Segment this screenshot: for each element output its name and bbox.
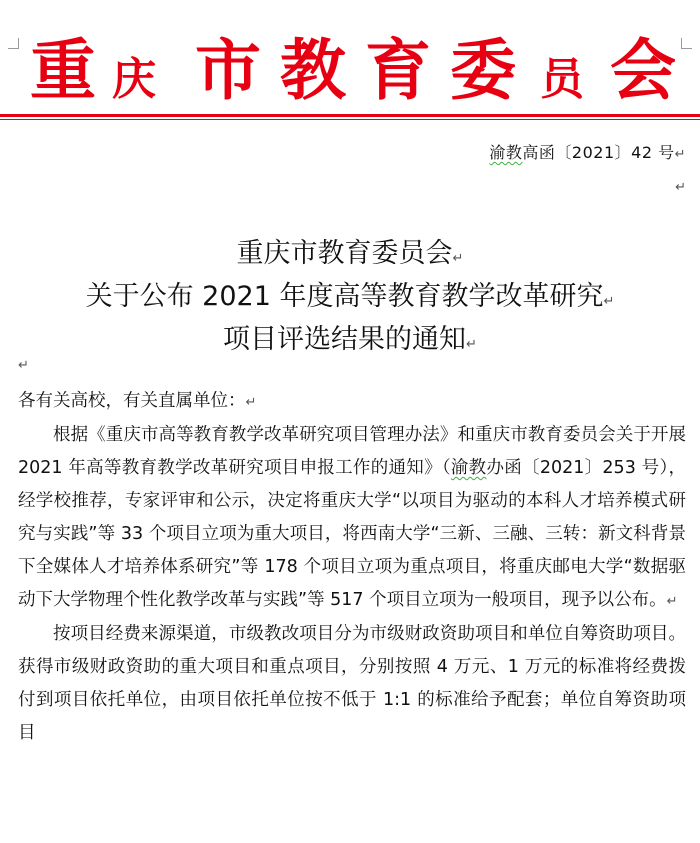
title-line-3 [0, 321, 700, 364]
salutation [18, 385, 686, 419]
letterhead-char: 市 [195, 31, 261, 109]
document-number-rest: 高函〔2021〕42 号 [522, 143, 675, 162]
paragraph-mark-icon: ↵ [18, 358, 29, 373]
letterhead-char: 教 [280, 31, 346, 109]
paragraph-mark-icon: ↵ [452, 251, 464, 266]
paragraph-mark-icon: ↵ [666, 594, 678, 609]
paragraph-mark-icon: ↵ [674, 147, 686, 162]
salutation-text: 各有关高校，有关直属单位： [18, 391, 246, 411]
letterhead-rule-thin [0, 119, 700, 120]
title-line-1-text: 重庆市教育委员会 [236, 238, 453, 269]
paragraph-2 [18, 618, 686, 750]
paragraph-mark-icon: ↵ [466, 337, 477, 352]
letterhead-char: 员 [540, 54, 584, 105]
document-title [0, 235, 700, 364]
paragraph-mark-icon: ↵ [603, 294, 615, 309]
paragraph-mark-icon: ↵ [245, 395, 257, 410]
letterhead-rule-thick [0, 114, 700, 117]
letterhead [0, 30, 700, 110]
letterhead-char: 庆 [112, 54, 156, 105]
letterhead-char: 育 [365, 31, 431, 109]
letterhead-char: 委 [450, 31, 516, 109]
paragraph-1-text-b: 办函〔2021〕253 号），经学校推荐，专家评审和公示，决定将重庆大学“以项目为驱动的本科人才培养模式研究与实践”等 33 个项目立项为重大项目，将西南大学“三新、三融、三转：新文科背景下全媒体人才培养体系研究”等 178 个项目立项为重点项目，将重庆邮电大学“数据驱动下大学物理个性化教学改革与实践”等 517 个项目立项为一般项目，现予以公布。 [18, 458, 686, 610]
title-line-3-text: 项目评选结果的通知 [223, 324, 467, 355]
document-number [489, 140, 686, 163]
paragraph-2-text: 按项目经费来源渠道，市级教改项目分为市级财政资助项目和单位自筹资助项目。获得市级财政资助的重大项目和重点项目，分别按照 4 万元、1 万元的标准将经费拨付到项目依托单位，由项目依托单位按不低于 1:1 的标准给予配套；单位自筹资助项目 [18, 624, 686, 743]
title-line-2-text: 关于公布 2021 年度高等教育教学改革研究 [85, 281, 604, 312]
document-number-prefix: 渝教 [489, 143, 523, 162]
paragraph-1-underlined: 渝教 [450, 458, 487, 478]
paragraph-1-text-a: 根据《重庆市高等教育教学改革研究项目管理办法》和重庆市教育委员会关于开展 2021 年高等教育教学改革研究项目申报工作的通知》（ [18, 425, 686, 478]
letterhead-char: 重 [30, 31, 96, 109]
letterhead-char: 会 [610, 31, 676, 109]
title-line-2 [0, 278, 700, 321]
document-body [18, 385, 686, 750]
paragraph-mark-icon: ↵ [675, 180, 686, 195]
title-line-1 [0, 235, 700, 278]
paragraph-1 [18, 419, 686, 618]
